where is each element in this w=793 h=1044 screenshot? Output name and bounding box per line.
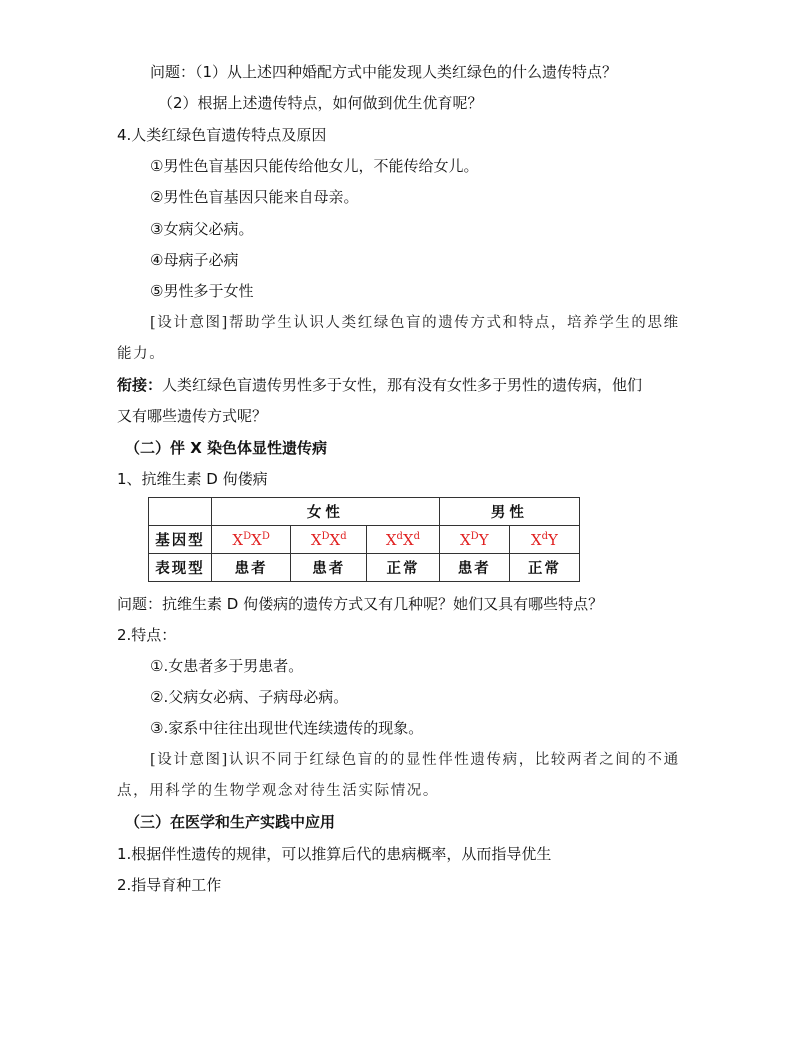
transition-line-a [117,374,642,396]
genotype-cell: $X^DX^D$ [212,526,291,554]
phenotype-cell: 患者 [291,554,367,582]
transition-line-b: 又有哪些遗传方式呢？ [117,407,268,425]
genotype-cell: $X^DY$ [439,526,509,554]
section-2-heading: （二）伴 X 染色体显性遗传病 [125,439,328,457]
design-intent-2a: [设计意图]认识不同于红绿色盲的的显性伴性遗传病，比较两者之间的不通 [150,752,680,768]
application-1: 1.根据伴性遗传的规律，可以推算后代的患病概率，从而指导优生 [117,845,552,863]
features-title: 2.特点： [117,626,177,644]
item-1-title: 1、抗维生素 D 佝偻病 [117,470,268,488]
point-1: ①男性色盲基因只能传给他女儿，不能传给女儿。 [150,157,479,175]
phenotype-cell: 正常 [509,554,579,582]
table-corner-cell [149,498,212,526]
application-2: 2.指导育种工作 [117,876,222,894]
point-3: ③女病父必病。 [150,220,254,238]
point-4: ④母病子必病 [150,251,239,269]
genotype-cell: $X^dX^d$ [367,526,440,554]
feature-3: ③.家系中往往出现世代连续遗传的现象。 [150,719,424,737]
genotype-label: 基因型 [149,526,212,554]
phenotype-label: 表现型 [149,554,212,582]
phenotype-row [149,554,580,582]
question-1: 问题：（1）从上述四种婚配方式中能发现人类红绿色的什么遗传特点？ [150,63,618,81]
section-4-title: 4.人类红绿色盲遗传特点及原因 [117,126,327,144]
design-intent-2b: 点，用科学的生物学观念对待生活实际情况。 [117,783,439,799]
feature-2: ②.父病女必病、子病母必病。 [150,688,349,706]
transition-label: 衔接： [117,376,163,394]
transition-text-a: 人类红绿色盲遗传男性多于女性，那有没有女性多于男性的遗传病，他们 [162,376,643,394]
phenotype-cell: 患者 [212,554,291,582]
point-5: ⑤男性多于女性 [150,282,254,300]
female-header: 女性 [212,498,440,526]
table-header-row [149,498,580,526]
genotype-cell: $X^DX^d$ [291,526,367,554]
phenotype-cell: 正常 [367,554,440,582]
male-header: 男性 [439,498,579,526]
genotype-table [148,497,580,582]
design-intent-1a: [设计意图]帮助学生认识人类红绿色盲的遗传方式和特点，培养学生的思维 [150,315,680,331]
point-2: ②男性色盲基因只能来自母亲。 [150,188,359,206]
genotype-row [149,526,580,554]
question-3: 问题：抗维生素 D 佝偻病的遗传方式又有几种呢？她们又具有哪些特点？ [117,595,604,613]
question-2: （2）根据上述遗传特点，如何做到优生优育呢？ [158,94,483,112]
feature-1: ①.女患者多于男患者。 [150,657,304,675]
phenotype-cell: 患者 [439,554,509,582]
section-3-heading: （三）在医学和生产实践中应用 [125,813,336,831]
genotype-cell: $X^dY$ [509,526,579,554]
design-intent-1b: 能力。 [117,346,166,362]
